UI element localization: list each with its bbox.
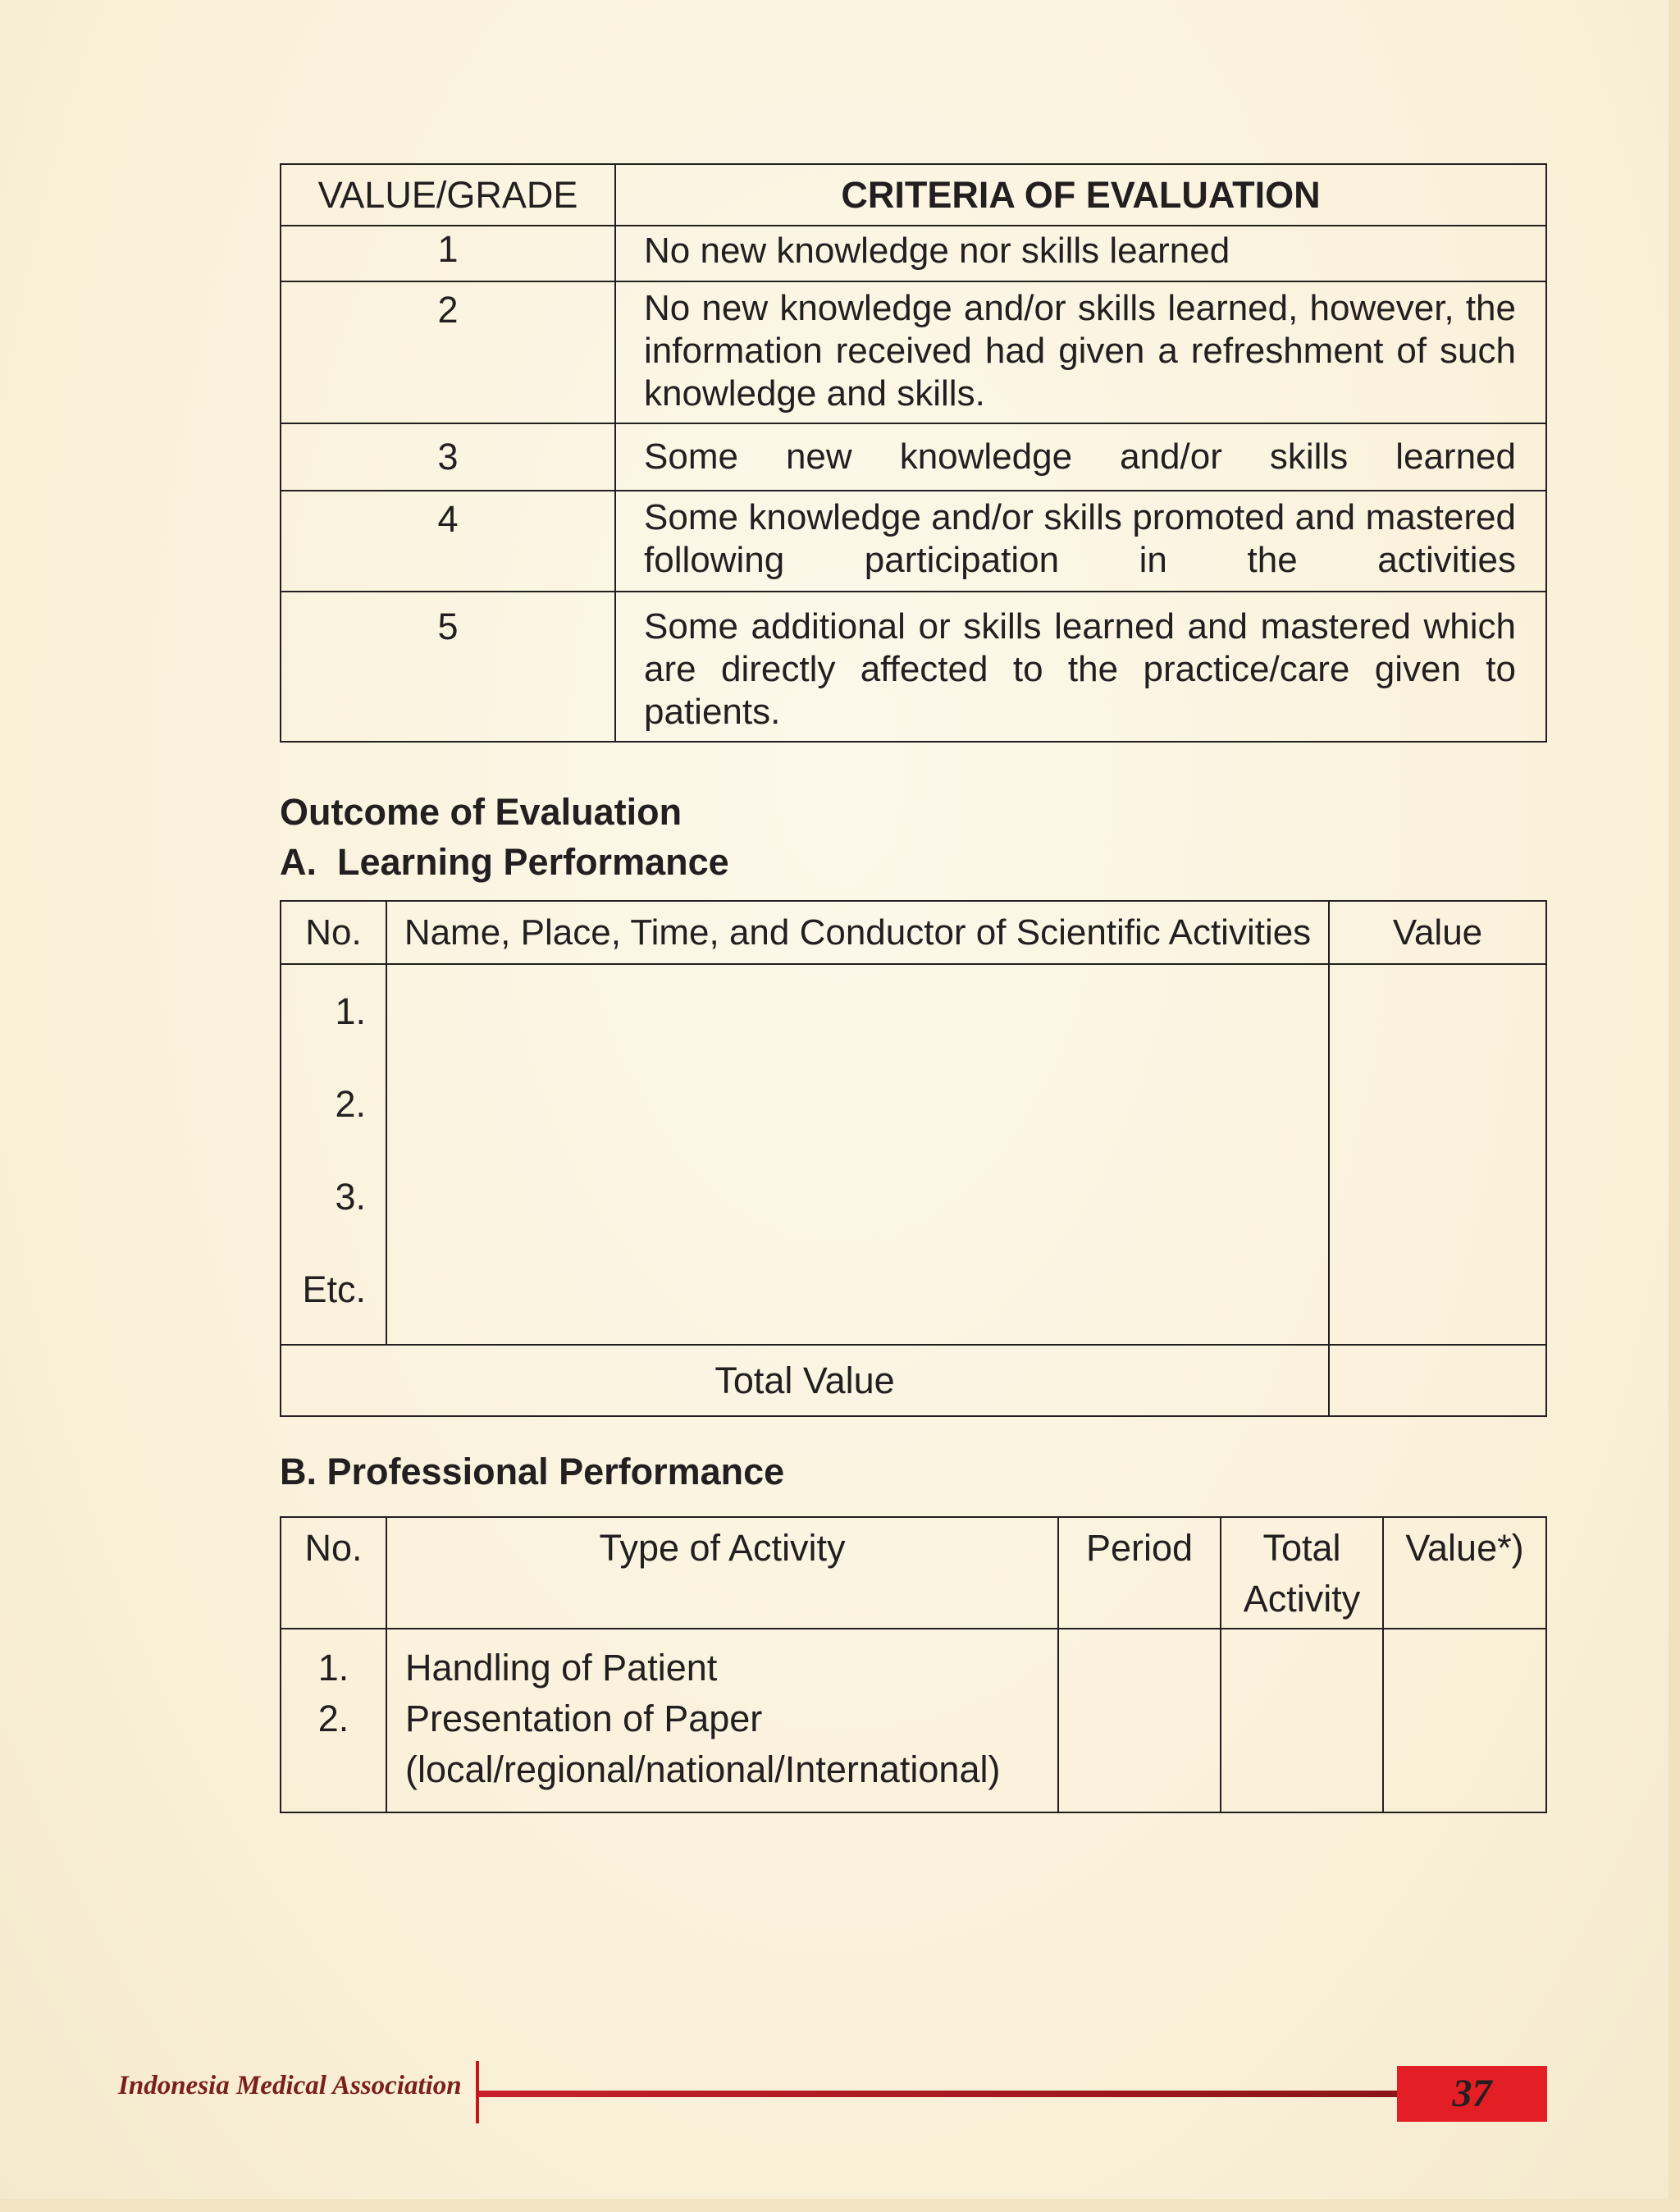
total-row	[281, 1345, 1546, 1416]
grade-value: 1	[281, 226, 615, 281]
table-row	[281, 281, 1546, 423]
grade-value: 2	[281, 281, 615, 423]
criteria-text: Some additional or skills learned and mastered which are directly affected to the practice/care given to patients.	[615, 592, 1546, 742]
row-number: 1.	[317, 1647, 349, 1689]
activity-item: Handling of Patient	[405, 1647, 718, 1689]
grade-criteria-table	[280, 163, 1547, 743]
activity-entry-cell[interactable]	[386, 964, 1329, 1345]
no-header: No.	[281, 901, 386, 964]
total-activity-header	[1221, 1517, 1383, 1629]
period-entry-cell[interactable]	[1058, 1629, 1221, 1812]
learning-performance-title: A. Learning Performance	[280, 841, 729, 883]
total-activity-line2: Activity	[1243, 1578, 1361, 1620]
page-number: 37	[1452, 2072, 1492, 2115]
row-number: 3.	[335, 1176, 366, 1218]
professional-performance-table	[280, 1516, 1547, 1813]
row-numbers	[281, 964, 386, 1345]
criteria-text: No new knowledge nor skills learned	[615, 226, 1546, 281]
value-grade-header: VALUE/GRADE	[281, 164, 615, 226]
row-number: 1.	[335, 990, 366, 1032]
page-edge	[1669, 0, 1680, 2212]
grade-value: 4	[281, 491, 615, 592]
row-number: Etc.	[302, 1268, 366, 1310]
criteria-text: Some knowledge and/or skills promoted and mastered following participation in the activities	[615, 491, 1546, 592]
table-row	[281, 423, 1546, 491]
page-edge-bottom	[0, 2199, 1680, 2212]
total-activity-line1: Total	[1262, 1527, 1341, 1569]
activity-items	[386, 1629, 1058, 1812]
table-row	[281, 226, 1546, 281]
row-number: 2.	[317, 1698, 349, 1739]
value-header: Value*)	[1383, 1517, 1546, 1629]
footer-organization: Indonesia Medical Association	[118, 2071, 462, 2100]
table-row	[281, 491, 1546, 592]
grade-value: 3	[281, 423, 615, 491]
value-entry-cell[interactable]	[1329, 964, 1546, 1345]
criteria-text: No new knowledge and/or skills learned, however, the information received had given a refreshment of such knowledge and skills.	[615, 281, 1546, 423]
row-number: 2.	[335, 1083, 366, 1125]
value-entry-cell[interactable]	[1383, 1629, 1546, 1812]
row-numbers	[281, 1629, 386, 1812]
activity-item: (local/regional/national/International)	[405, 1748, 1001, 1790]
activity-item: Presentation of Paper	[405, 1698, 763, 1739]
criteria-text: Some new knowledge and/or skills learned	[615, 423, 1546, 491]
activity-name-header: Name, Place, Time, and Conductor of Scientific Activities	[386, 901, 1329, 964]
total-value-label: Total Value	[281, 1345, 1329, 1416]
outcome-title: Outcome of Evaluation	[280, 791, 682, 833]
table-row	[281, 964, 1546, 1345]
table-header-row	[281, 164, 1546, 226]
total-activity-entry-cell[interactable]	[1221, 1629, 1383, 1812]
period-header: Period	[1058, 1517, 1221, 1629]
value-header: Value	[1329, 901, 1546, 964]
total-value-cell[interactable]	[1329, 1345, 1546, 1416]
grade-value: 5	[281, 592, 615, 742]
professional-performance-title: B. Professional Performance	[280, 1451, 785, 1492]
learning-performance-table	[280, 900, 1547, 1417]
footer-rule	[479, 2091, 1398, 2097]
table-row	[281, 592, 1546, 742]
type-of-activity-header: Type of Activity	[386, 1517, 1058, 1629]
no-header: No.	[281, 1517, 386, 1629]
table-header-row	[281, 901, 1546, 964]
table-header-row	[281, 1517, 1546, 1629]
criteria-header: CRITERIA OF EVALUATION	[615, 164, 1546, 226]
table-row	[281, 1629, 1546, 1812]
